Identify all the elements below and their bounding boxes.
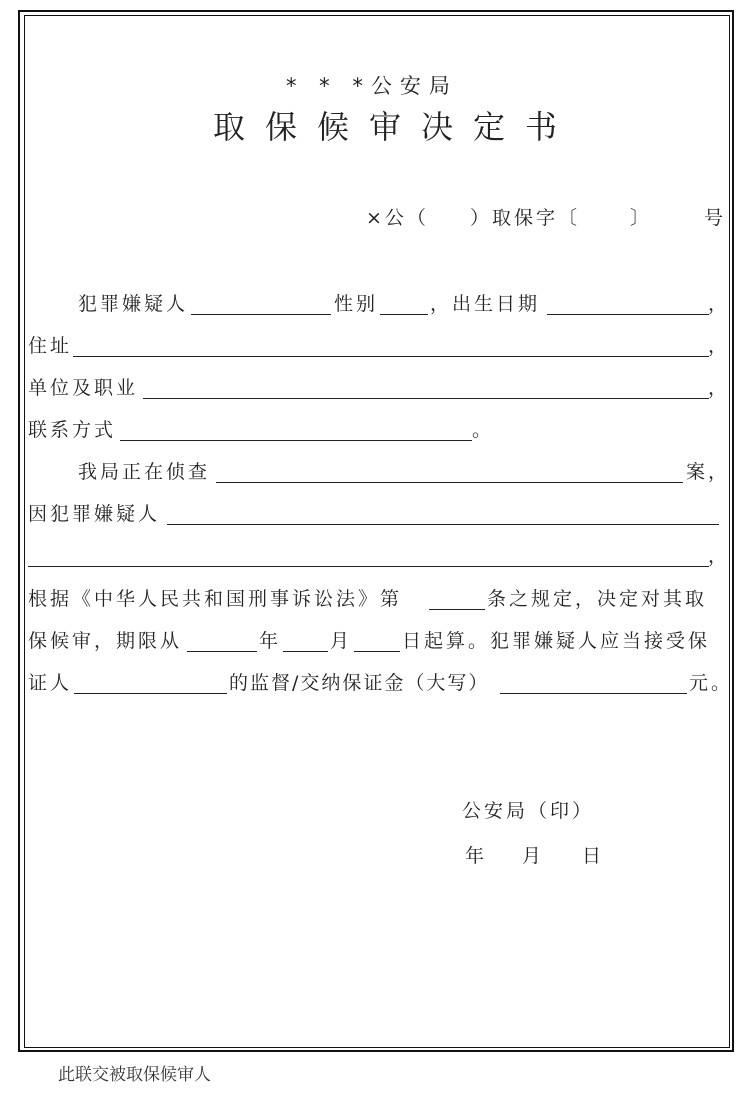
- contact-label: 联系方式: [28, 419, 117, 441]
- signature-month: 月: [522, 845, 542, 867]
- document-title: 取保候审决定书: [213, 108, 578, 146]
- period-day-start: 日起算。犯罪嫌疑人应当接受保: [402, 630, 711, 652]
- line7-comma: ，: [708, 545, 728, 567]
- line1-comma: ，: [708, 293, 728, 315]
- legal-basis-suffix: 条之规定，决定对其取: [487, 588, 708, 610]
- period-year-field[interactable]: [187, 651, 257, 652]
- supervision-text: 的监督/交纳保证金（大写）: [229, 672, 490, 694]
- gender-field[interactable]: [380, 314, 428, 315]
- case-name-field[interactable]: [216, 482, 683, 483]
- period-day-field[interactable]: [354, 651, 400, 652]
- reason-field-line1[interactable]: [167, 524, 719, 525]
- currency-label: 元。: [689, 672, 734, 694]
- bond-amount-field[interactable]: [500, 693, 687, 694]
- address-field[interactable]: [73, 356, 709, 357]
- address-label: 住址: [28, 335, 73, 357]
- investigating-label: 我局正在侦查: [78, 461, 211, 483]
- period-month-label: 月: [330, 630, 353, 652]
- article-number-field[interactable]: [429, 609, 485, 610]
- doc-number-bracket-close: 〕: [630, 207, 650, 229]
- line2-comma: ，: [708, 335, 728, 357]
- legal-basis-prefix: 根据《中华人民共和国刑事诉讼法》第: [28, 588, 403, 610]
- period-year-label: 年: [259, 630, 282, 652]
- copy-recipient-note: 此联交被取保候审人: [58, 1065, 211, 1085]
- signature-day: 日: [582, 845, 602, 867]
- employer-label: 单位及职业: [28, 377, 139, 399]
- inner-border: [24, 15, 730, 1048]
- line3-comma: ，: [708, 377, 728, 399]
- gender-label: 性别: [334, 293, 379, 315]
- because-suspect-label: 因犯罪嫌疑人: [28, 503, 161, 525]
- issuing-agency: * * *公安局: [286, 74, 458, 98]
- official-seal-label: 公安局（印）: [462, 800, 595, 822]
- doc-number-middle: ）取保字〔: [470, 207, 581, 229]
- suspect-name-field[interactable]: [191, 314, 331, 315]
- doc-number-prefix: ×公（: [366, 207, 429, 229]
- employer-field[interactable]: [143, 398, 709, 399]
- line4-period: 。: [472, 419, 492, 441]
- dob-label: ，出生日期: [430, 293, 541, 315]
- signature-year: 年: [465, 845, 485, 867]
- doc-number-suffix: 号: [704, 207, 724, 229]
- suspect-name-label: 犯罪嫌疑人: [78, 293, 189, 315]
- reason-field-line2[interactable]: [28, 566, 709, 567]
- case-suffix: 案，: [686, 461, 731, 483]
- period-prefix: 保候审，期限从: [28, 630, 183, 652]
- guarantor-label: 证人: [28, 672, 73, 694]
- guarantor-field[interactable]: [74, 693, 227, 694]
- contact-field[interactable]: [120, 440, 472, 441]
- dob-field[interactable]: [547, 314, 709, 315]
- period-month-field[interactable]: [283, 651, 328, 652]
